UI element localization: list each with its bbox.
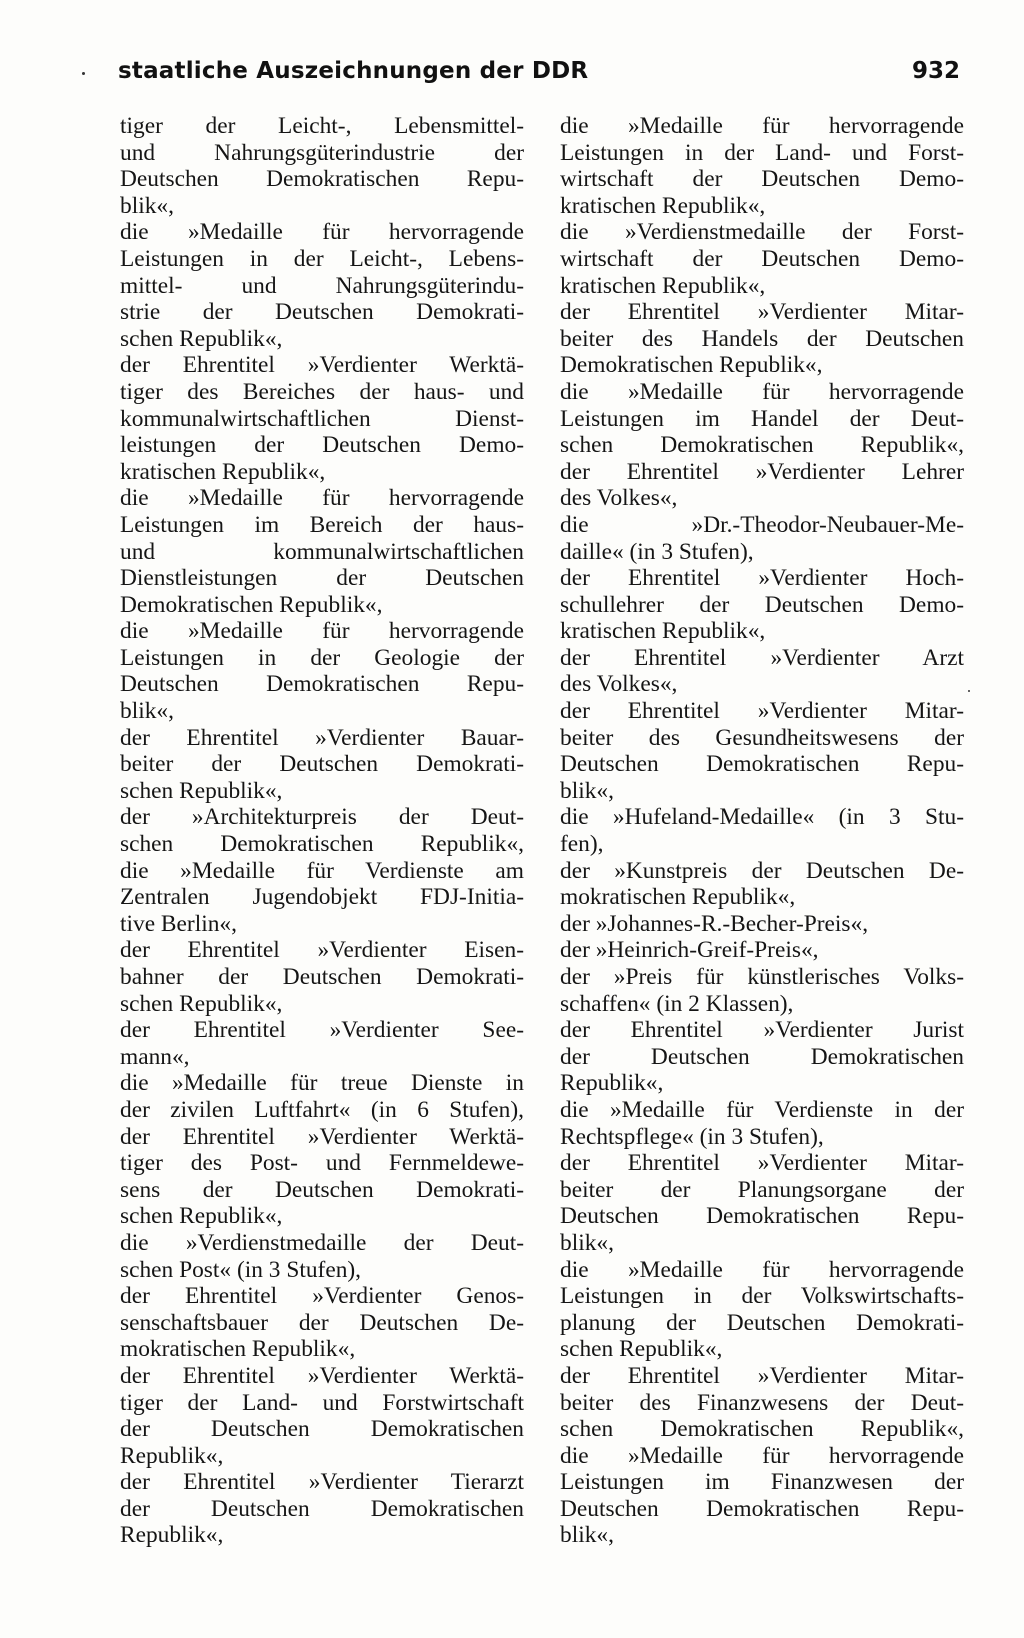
left-column-line: tiger der Land- und Forstwirtschaft: [120, 1389, 524, 1416]
right-column-line: Deutschen Demokratischen Repu-: [560, 1495, 964, 1522]
right-column-line: der Ehrentitel »Verdienter Mitar-: [560, 1362, 964, 1389]
left-column-line: Republik«,: [120, 1442, 224, 1469]
right-column-line: der »Kunstpreis der Deutschen De-: [560, 857, 964, 884]
left-column-line: blik«,: [120, 192, 174, 219]
left-column-line: Deutschen Demokratischen Repu-: [120, 671, 524, 698]
right-column-line: der »Preis für künstlerisches Volks-: [560, 964, 964, 990]
right-column-line: schullehrer der Deutschen Demo-: [560, 591, 964, 618]
left-column-line: der Ehrentitel »Verdienter Werktä-: [120, 352, 524, 379]
left-column-line: senschaftsbauer der Deutschen De-: [120, 1309, 524, 1336]
right-column-line: die »Verdienstmedaille der Forst-: [560, 219, 964, 246]
right-column-line: der Ehrentitel »Verdienter Mitar-: [560, 1150, 964, 1177]
left-column-line: Republik«,: [120, 1522, 224, 1549]
right-text-column: [560, 113, 964, 1549]
right-column-line: Leistungen im Handel der Deut-: [560, 405, 964, 432]
left-column-line: tiger des Bereiches der haus- und: [120, 378, 524, 405]
right-column-line: blik«,: [560, 1229, 614, 1256]
left-column-line: kratischen Republik«,: [120, 458, 326, 485]
right-column-line: mokratischen Republik«,: [560, 884, 796, 911]
right-column-line: Leistungen in der Land- und Forst-: [560, 139, 964, 166]
left-column-line: mittel- und Nahrungsgüterindu-: [120, 272, 524, 299]
right-column-line: die »Medaille für hervorragende: [560, 1442, 964, 1469]
left-column-line: leistungen der Deutschen Demo-: [120, 432, 524, 459]
left-column-line: die »Medaille für hervorragende: [120, 618, 524, 645]
left-column-line: bahner der Deutschen Demokrati-: [120, 964, 524, 990]
right-column-line: fen),: [560, 831, 604, 858]
left-column-line: tiger der Leicht-, Lebensmittel-: [120, 113, 524, 139]
right-column-line: beiter der Planungsorgane der: [560, 1176, 964, 1203]
right-column-line: planung der Deutschen Demokrati-: [560, 1309, 964, 1336]
right-column-line: der Ehrentitel »Verdienter Mitar-: [560, 299, 964, 326]
right-column-line: die »Medaille für hervorragende: [560, 378, 964, 405]
left-column-line: der zivilen Luftfahrt« (in 6 Stufen),: [120, 1096, 524, 1123]
right-column-line: Deutschen Demokratischen Repu-: [560, 751, 964, 778]
right-column-line: Demokratischen Republik«,: [560, 352, 823, 379]
right-column-line: schen Demokratischen Republik«,: [560, 432, 964, 459]
left-text-column: [120, 113, 524, 1549]
right-column-line: beiter des Finanzwesens der Deut-: [560, 1389, 964, 1416]
left-column-line: die »Medaille für hervorragende: [120, 485, 524, 512]
left-column-line: und kommunalwirtschaftlichen: [120, 538, 524, 565]
right-column-line: Deutschen Demokratischen Repu-: [560, 1203, 964, 1230]
left-column-line: Zentralen Jugendobjekt FDJ-Initia-: [120, 884, 524, 911]
right-column-line: kratischen Republik«,: [560, 192, 766, 219]
right-column-line: der Ehrentitel »Verdienter Mitar-: [560, 698, 964, 725]
page-header: [118, 58, 960, 94]
right-column-line: der Ehrentitel »Verdienter Hoch-: [560, 565, 964, 592]
right-column-line: schen Demokratischen Republik«,: [560, 1416, 964, 1443]
right-column-line: Republik«,: [560, 1070, 664, 1097]
right-column-line: kratischen Republik«,: [560, 618, 766, 645]
right-column-line: daille« (in 3 Stufen),: [560, 538, 754, 565]
left-column-line: Demokratischen Republik«,: [120, 591, 383, 618]
left-column-line: der Ehrentitel »Verdienter Genos-: [120, 1283, 524, 1310]
left-column-line: der Ehrentitel »Verdienter Eisen-: [120, 937, 524, 964]
right-column-line: Leistungen im Finanzwesen der: [560, 1469, 964, 1496]
left-column-line: der Ehrentitel »Verdienter See-: [120, 1017, 524, 1044]
left-column-line: tiger des Post- und Fernmeldewe-: [120, 1150, 524, 1177]
left-column-line: die »Medaille für treue Dienste in: [120, 1070, 524, 1097]
right-column-line: die »Hufeland-Medaille« (in 3 Stu-: [560, 804, 964, 831]
right-column-line: blik«,: [560, 777, 614, 804]
right-column-line: wirtschaft der Deutschen Demo-: [560, 166, 964, 193]
left-column-line: schen Republik«,: [120, 777, 283, 804]
left-column-line: Leistungen im Bereich der haus-: [120, 511, 524, 538]
print-speck: [82, 72, 85, 75]
right-column-line: blik«,: [560, 1522, 614, 1549]
left-column-line: schen Republik«,: [120, 325, 283, 352]
left-column-line: schen Republik«,: [120, 990, 283, 1017]
left-column-line: und Nahrungsgüterindustrie der: [120, 139, 524, 166]
right-column-line: wirtschaft der Deutschen Demo-: [560, 245, 964, 272]
right-column-line: die »Medaille für hervorragende: [560, 113, 964, 139]
page-number: 932: [911, 58, 960, 84]
left-column-line: der Ehrentitel »Verdienter Werktä-: [120, 1362, 524, 1389]
right-column-line: die »Dr.-Theodor-Neubauer-Me-: [560, 511, 964, 538]
right-column-line: der »Johannes-R.-Becher-Preis«,: [560, 910, 869, 937]
left-column-line: Leistungen in der Geologie der: [120, 644, 524, 671]
left-column-line: Dienstleistungen der Deutschen: [120, 565, 524, 592]
right-column-line: die »Medaille für Verdienste in der: [560, 1096, 964, 1123]
right-column-line: schen Republik«,: [560, 1336, 723, 1363]
left-column-line: die »Verdienstmedaille der Deut-: [120, 1229, 524, 1256]
left-column-line: tive Berlin«,: [120, 910, 237, 937]
left-column-line: der Ehrentitel »Verdienter Bauar-: [120, 724, 524, 751]
running-head-title: staatliche Auszeichnungen der DDR: [118, 58, 589, 84]
right-column-line: der Deutschen Demokratischen: [560, 1043, 964, 1070]
right-column-line: des Volkes«,: [560, 485, 678, 512]
right-column-line: beiter des Handels der Deutschen: [560, 325, 964, 352]
left-column-line: blik«,: [120, 698, 174, 725]
left-column-line: der Deutschen Demokratischen: [120, 1495, 524, 1522]
left-column-line: die »Medaille für Verdienste am: [120, 857, 524, 884]
left-column-line: mokratischen Republik«,: [120, 1336, 356, 1363]
right-column-line: der »Heinrich-Greif-Preis«,: [560, 937, 819, 964]
print-speck: [968, 690, 970, 692]
left-column-line: Deutschen Demokratischen Repu-: [120, 166, 524, 193]
left-column-line: der »Architekturpreis der Deut-: [120, 804, 524, 831]
left-column-line: beiter der Deutschen Demokrati-: [120, 751, 524, 778]
right-column-line: Leistungen in der Volkswirtschafts-: [560, 1283, 964, 1310]
left-column-line: sens der Deutschen Demokrati-: [120, 1176, 524, 1203]
left-column-line: der Ehrentitel »Verdienter Tierarzt: [120, 1469, 524, 1496]
left-column-line: der Deutschen Demokratischen: [120, 1416, 524, 1443]
right-column-line: kratischen Republik«,: [560, 272, 766, 299]
left-column-line: die »Medaille für hervorragende: [120, 219, 524, 246]
right-column-line: der Ehrentitel »Verdienter Arzt: [560, 644, 964, 671]
left-column-line: schen Republik«,: [120, 1203, 283, 1230]
right-column-line: beiter des Gesundheitswesens der: [560, 724, 964, 751]
right-column-line: des Volkes«,: [560, 671, 678, 698]
left-column-line: mann«,: [120, 1043, 190, 1070]
left-column-line: der Ehrentitel »Verdienter Werktä-: [120, 1123, 524, 1150]
right-column-line: schaffen« (in 2 Klassen),: [560, 990, 794, 1017]
left-column-line: kommunalwirtschaftlichen Dienst-: [120, 405, 524, 432]
left-column-line: schen Post« (in 3 Stufen),: [120, 1256, 362, 1283]
right-column-line: die »Medaille für hervorragende: [560, 1256, 964, 1283]
right-column-line: der Ehrentitel »Verdienter Jurist: [560, 1017, 964, 1044]
left-column-line: schen Demokratischen Republik«,: [120, 831, 524, 858]
right-column-line: Rechtspflege« (in 3 Stufen),: [560, 1123, 824, 1150]
right-column-line: der Ehrentitel »Verdienter Lehrer: [560, 458, 964, 485]
left-column-line: strie der Deutschen Demokrati-: [120, 299, 524, 326]
left-column-line: Leistungen in der Leicht-, Lebens-: [120, 245, 524, 272]
